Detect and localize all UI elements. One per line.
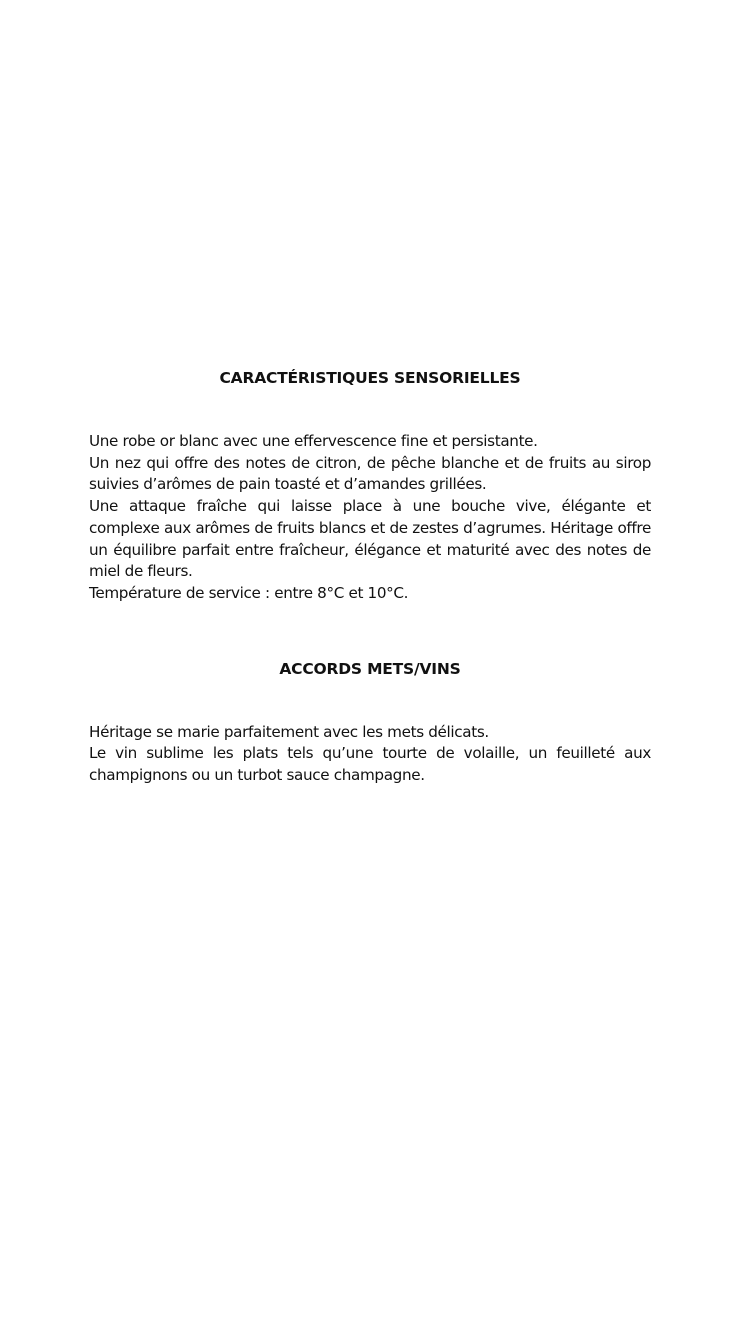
paragraph-temperature: Température de service : entre 8°C et 10°C. (89, 583, 409, 602)
paragraph-bouche: Une attaque fraîche qui laisse place à une bouche vive, élégante et complexe aux arômes de fruits blancs et de zestes d’agrumes. Héritage offre un équilibre parfait entre fraîcheur, élégance et maturité avec des notes de miel de fleurs. (89, 497, 651, 581)
section-body-pairings (89, 722, 651, 787)
paragraph-nez: Un nez qui offre des notes de citron, de pêche blanche et de fruits au sirop suivies d’arômes de pain toasté et d’amandes grillées. (89, 453, 651, 494)
document-page (89, 367, 651, 787)
paragraph-robe: Une robe or blanc avec une effervescence fine et persistante. (89, 432, 538, 450)
paragraph-pairing-dishes: Le vin sublime les plats tels qu’une tourte de volaille, un feuilleté aux champignons ou un turbot sauce champagne. (89, 744, 651, 785)
section-title-sensory: CARACTÉRISTIQUES SENSORIELLES (219, 369, 521, 387)
section-title-pairings: ACCORDS METS/VINS (279, 659, 461, 678)
section-body-sensory (89, 431, 651, 605)
paragraph-pairing-intro: Héritage se marie parfaitement avec les mets délicats. (89, 722, 489, 741)
